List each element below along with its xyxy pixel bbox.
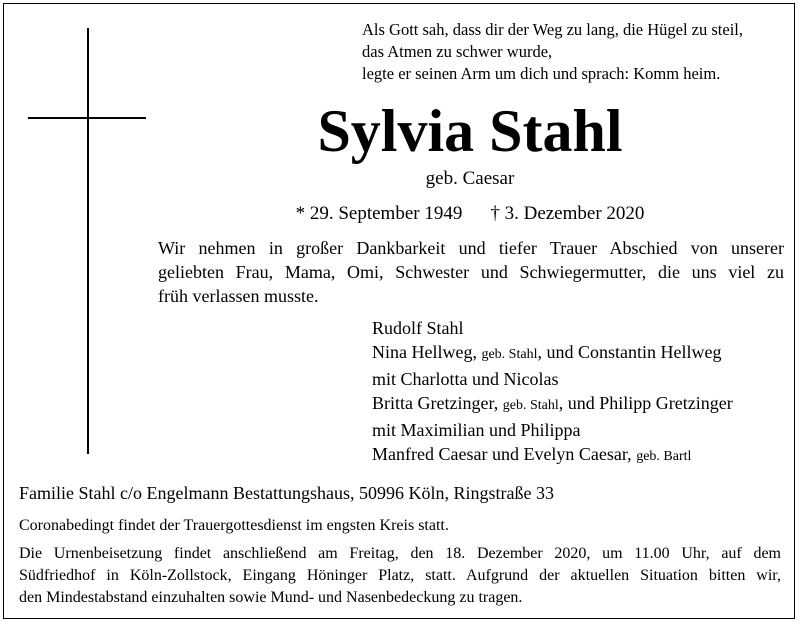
corona-notice: Coronabedingt findet der Trauergottesdienst im engsten Kreis statt.	[19, 517, 449, 534]
mourner-line: Nina Hellweg, geb. Stahl, und Constantin Hellweg	[372, 342, 722, 362]
family-address: Familie Stahl c/o Engelmann Bestattungshaus, 50996 Köln, Ringstraße 33	[19, 483, 554, 503]
cross-horizontal-bar	[28, 117, 146, 119]
burial-line: den Mindestabstand einzuhalten sowie Mund- und Nasenbedeckung zu tragen.	[19, 589, 523, 606]
mourner-line: mit Charlotta und Nicolas	[372, 369, 559, 389]
memorial-poem	[362, 19, 792, 85]
deceased-name: Sylvia Stahl	[317, 98, 623, 164]
poem-line: das Atmen zu schwer wurde,	[362, 42, 553, 61]
mourner-line: Rudolf Stahl	[372, 318, 464, 338]
burial-line: Die Urnenbeisetzung findet anschließend am Freitag, den 18. Dezember 2020, um 11.00 Uhr, auf dem	[19, 545, 781, 562]
message-line: früh verlassen musste.	[158, 286, 319, 306]
farewell-message	[158, 236, 784, 308]
burial-notice	[19, 543, 781, 609]
message-line: Wir nehmen in großer Dankbarkeit und tiefer Trauer Abschied von unserer	[158, 238, 784, 258]
mourner-line: Manfred Caesar und Evelyn Caesar, geb. Bartl	[372, 444, 692, 464]
mourner-line: mit Maximilian und Philippa	[372, 420, 581, 440]
life-dates	[160, 201, 780, 227]
message-line: geliebten Frau, Mama, Omi, Schwester und Schwiegermutter, die uns viel zu	[158, 262, 784, 282]
poem-line: legte er seinen Arm um dich und sprach: Komm heim.	[362, 64, 721, 83]
mourner-line: Britta Gretzinger, geb. Stahl, und Philipp Gretzinger	[372, 393, 733, 413]
birth-date: * 29. September 1949	[295, 203, 463, 224]
poem-line: Als Gott sah, dass dir der Weg zu lang, die Hügel zu steil,	[362, 20, 743, 39]
cross-vertical-bar	[87, 28, 89, 454]
maiden-name: geb. Caesar	[425, 168, 515, 189]
burial-line: Südfriedhof in Köln-Zollstock, Eingang Höninger Platz, statt. Aufgrund der aktuellen Situation bitten wir,	[19, 567, 781, 584]
death-date: † 3. Dezember 2020	[490, 203, 645, 224]
mourners-list	[372, 316, 792, 469]
